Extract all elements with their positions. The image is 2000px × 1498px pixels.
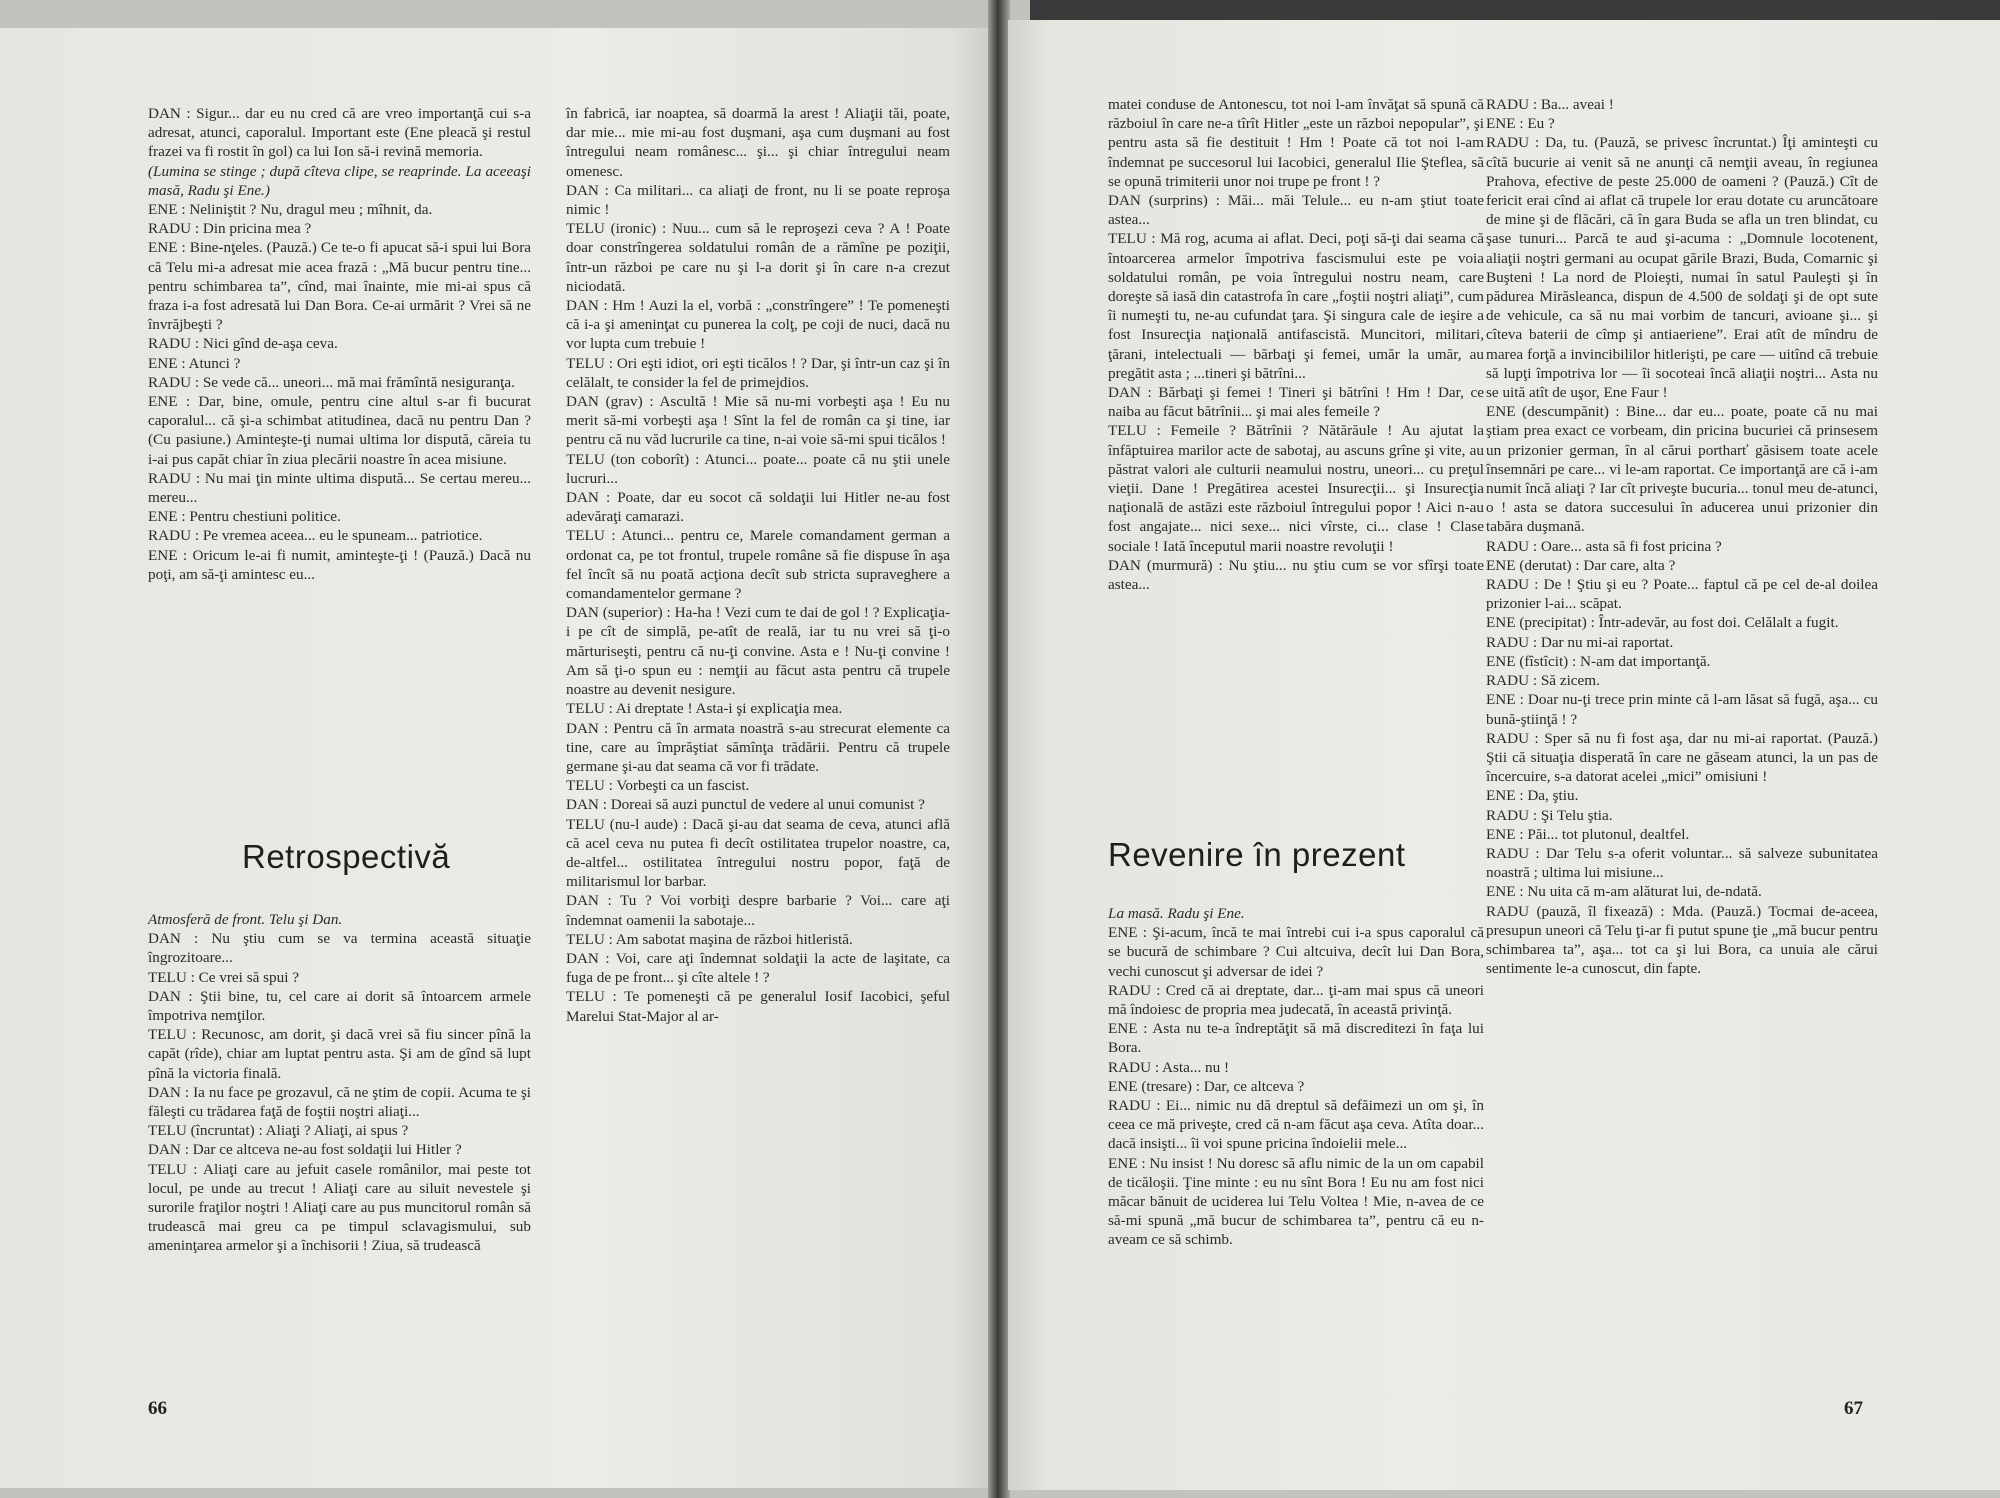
dialogue-paragraph: ENE : Neliniştit ? Nu, dragul meu ; mîhnit, da. [148, 201, 433, 219]
dialogue-paragraph: ENE : Nu insist ! Nu doresc să aflu nimic de la un om capabil de ticăloşii. Ţine minte : eu nu sînt Bora ! Eu nu am fost nici măcar bănuit de uciderea lui Telu Voltea ! Mie, n-avea de ce să-mi spună „mă bucur de schimbarea ta”, pentru că eu n-aveam ce să schimb. [1108, 1154, 1484, 1249]
dialogue-paragraph: TELU : Vorbeşti ca un fascist. [566, 777, 750, 795]
dialogue-paragraph: TELU : Am sabotat maşina de război hitleristă. [566, 930, 853, 948]
dialogue-paragraph: DAN : Poate, dar eu socot că soldaţii lui Hitler ne-au fost adevăraţi camarazi. [566, 489, 950, 526]
dialogue-paragraph: TELU : Mă rog, acuma ai aflat. Deci, poţi să-ţi dai seama că întoarcerea armelor împotriva fascismului este pe voia soldatului român, pe voia întregului nostru neam, care doreşte să iasă din catastrofa în care „foştii noştri aliaţi”, cum îi numeşti tu, ne-au cufundat ţara. Şi singura cale de ieşire a fost Insurecţia naţională antifascistă. Muncitori, militari, ţărani, intelectuali — bărbaţi şi femei, umăr la umăr, au pregătit asta ; ...tineri şi bătrîni... [1108, 230, 1484, 382]
dialogue-paragraph: DAN : Sigur... dar eu nu cred că are vreo importanţă cui s-a adresat, atunci, caporalul. Important este (Ene pleacă şi restul frazei va fi rostit în gol) ca lui Ion să-i revină memoria. [148, 105, 531, 161]
dialogue-paragraph: DAN : Bărbaţi şi femei ! Tineri şi bătrîni ! Hm ! Dar, ce naiba au făcut bătrînii... şi mai ales femeile ? [1108, 384, 1484, 421]
dialogue-paragraph: RADU : Da, tu. (Pauză, se privesc încruntat.) Îţi aminteşti cu cîtă bucurie ai venit să ne anunţi că nemţii aveau, în regiunea Prahova, efective de peste 25.000 de oameni ? (Pauză.) Cît de fericit erai cînd ai aflat că trupele lor erau dotate cu aruncătoare de mine şi de flăcări, că în gara Buda se afla un tren blindat, cu şase tunuri... Parcă te aud şi-acuma : „Domnule locotenent, aliaţii noştri germani au ocupat gările Brazi, Buda, Comarnic şi Buşteni ! La nord de Ploieşti, numai în satul Pauleşti şi în pădurea Mirăsleanca, dispun de 4.500 de soldaţi şi de opt sute de vehicule, ca să nu mai vorbim de tancuri, avioane şi... şi cîteva baterii de cîmp şi antiaeriene”. Erai atît de mîndru de marea forţă a invincibililor hitlerişti, pe care — uitînd că trebuie să lupţi împotriva lor — îi socoteai încă aliaţii noştri... Asta nu se uită atît de uşor, Ene Faur ! [1486, 134, 1878, 402]
dialogue-paragraph: TELU : Femeile ? Bătrînii ? Nătărăule ! Au ajutat la înfăptuirea marilor acte de sabotaj, au ascuns grîne şi vite, au păstrat valori ale culturii neamului nostru, uneori... cu preţul vieţii. Dane ! Pregătirea acestei Insurecţii... şi Insurecţia naţională de astăzi este războiul întregului popor ! Aici n-au fost angajate... nici sexe... nici vîrste, ci... clase ! Clase sociale ! Iată începutul marii noastre revoluţii ! [1108, 422, 1484, 555]
dialogue-paragraph: TELU : Aliaţi care au jefuit casele românilor, mai peste tot locul, pe unde au trecut ! Aliaţi care au siluit nevestele şi surorile fraţilor noştri ! Aliaţi care au pus muncitorul român să trudească mai greu ca pe timpul sclavagismului, sub ameninţarea armelor şi a închisorii ! Ziua, să trudească [148, 1160, 531, 1255]
dialogue-paragraph: ENE : Asta nu te-a îndreptăţit să mă discreditezi în faţa lui Bora. [1108, 1020, 1484, 1057]
dialogue-paragraph: ENE : Da, ştiu. [1486, 787, 1579, 805]
dialogue-paragraph: ENE (tresare) : Dar, ce altceva ? [1108, 1077, 1305, 1095]
dialogue-paragraph: DAN : Tu ? Voi vorbiţi despre barbarie ? Voi... care aţi îndemnat oamenii la sabotaje... [566, 892, 950, 929]
dialogue-paragraph: RADU : Pe vremea aceea... eu le spuneam... patriotice. [148, 527, 483, 545]
dialogue-paragraph: RADU : Şi Telu ştia. [1486, 806, 1613, 824]
dialogue-paragraph: ENE : Oricum le-ai fi numit, aminteşte-ţi ! (Pauză.) Dacă nu poţi, am să-ţi amintesc eu... [148, 546, 531, 583]
dialogue-paragraph: DAN (surprins) : Măi... măi Telule... eu n-am ştiut toate astea... [1108, 192, 1484, 229]
dialogue-paragraph: La masă. Radu şi Ene. [1108, 905, 1245, 922]
dialogue-paragraph: ENE (fîstîcit) : N-am dat importanţă. [1486, 652, 1711, 670]
dialogue-paragraph: TELU : Ce vrei să spui ? [148, 968, 299, 986]
dialogue-paragraph: TELU : Ori eşti idiot, ori eşti ticălos ! ? Dar, şi într-un caz şi în celălalt, te consider la fel de primejdios. [566, 354, 950, 391]
page-number-left: 66 [148, 1398, 167, 1419]
dialogue-paragraph: TELU (ton coborît) : Atunci... poate... poate că nu ştii unele lucruri... [566, 450, 950, 487]
dialogue-paragraph: RADU : Sper să nu fi fost aşa, dar nu mi-ai raportat. (Pauză.) Ştii că situaţia disperată în care ne găseam atunci, la un pas de încercuire, s-a datorat acelei „mici” omisiuni ! [1486, 729, 1878, 786]
dialogue-paragraph: DAN : Hm ! Auzi la el, vorbă : „constrîngere” ! Te pomeneşti că i-a şi ameninţat cu punerea la colţ, pe coji de nuci, dacă nu vor lupta cum trebuie ! [566, 297, 950, 353]
dialogue-paragraph: (Lumina se stinge ; după cîteva clipe, se reaprinde. La aceeaşi masă, Radu şi Ene.) [148, 162, 531, 199]
left-column-1-bottom [148, 910, 531, 1256]
dialogue-paragraph: ENE : Doar nu-ţi trece prin minte că l-am lăsat să fugă, aşa... cu bună-ştiinţă ! ? [1486, 691, 1878, 728]
dialogue-paragraph: ENE : Atunci ? [148, 354, 241, 372]
dialogue-paragraph: ENE : Dar, bine, omule, pentru cine altul s-ar fi bucurat caporalul... că şi-a schimbat atitudinea, dacă nu pentru Dan ? (Cu pasiune.) Aminteşte-ţi numai ultima lor dispută, căreia tu i-ai pus capăt chiar în ziua plecării noastre în acea misiune. [148, 393, 531, 468]
left-column-1-top [148, 104, 531, 584]
dialogue-paragraph: ENE : Şi-acum, încă te mai întrebi cui i-a spus caporalul că se bucură de schimbare ? Cui altcuiva, decît lui Dan Bora, vechi cunoscut şi adversar de idei ? [1108, 924, 1484, 980]
right-column-3-bottom [1108, 904, 1484, 1250]
dialogue-paragraph: DAN : Voi, care aţi îndemnat soldaţii la acte de laşitate, ca fuga de pe front... şi cîte altele ! ? [566, 949, 950, 987]
dialogue-paragraph: ENE (precipitat) : Într-adevăr, au fost doi. Celălalt a fugit. [1486, 614, 1839, 632]
dialogue-paragraph: TELU : Ai dreptate ! Asta-i şi explicaţia mea. [566, 700, 843, 718]
dialogue-paragraph: DAN : Ştii bine, tu, cel care ai dorit să întoarcem armele împotriva nemţilor. [148, 987, 531, 1025]
dialogue-paragraph: ENE (derutat) : Dar care, alta ? [1486, 556, 1676, 574]
dialogue-paragraph: RADU : Ei... nimic nu dă dreptul să defăimezi un om şi, în ceea ce mă priveşte, cred că n-am făcut aşa ceva. Atîta doar... dacă insişti... îi voi spune pricina îndoielii mele... [1108, 1097, 1484, 1153]
dialogue-paragraph: RADU : Nici gînd de-aşa ceva. [148, 335, 338, 353]
heading-retrospectiva: Retrospectivă [242, 838, 451, 875]
dialogue-paragraph: RADU : Se vede că... uneori... mă mai frămîntă nesiguranţa. [148, 373, 515, 391]
dialogue-paragraph: DAN : Ca militari... ca aliaţi de front, nu li se poate reproşa nimic ! [566, 181, 950, 219]
dialogue-paragraph: TELU (încruntat) : Aliaţi ? Aliaţi, ai spus ? [148, 1122, 409, 1140]
page-number-right: 67 [1844, 1398, 1863, 1419]
dialogue-paragraph: RADU : Să zicem. [1486, 672, 1600, 690]
dialogue-paragraph: DAN : Ia nu face pe grozavul, că ne ştim de copii. Acuma te şi făleşti cu trădarea faţă de foştii noştri aliaţi... [148, 1083, 531, 1121]
dialogue-paragraph: RADU : Cred că ai dreptate, dar... ţi-am mai spus că uneori mă îndoiesc de propria mea judecată, în această privinţă. [1108, 981, 1484, 1019]
dialogue-paragraph: TELU : Te pomeneşti că pe generalul Iosif Iacobici, şeful Marelui Stat-Major al ar- [566, 988, 950, 1025]
dialogue-paragraph: RADU : Oare... asta să fi fost pricina ? [1486, 537, 1722, 555]
dialogue-paragraph: ENE : Nu uita că m-am alăturat lui, de-ndată. [1486, 883, 1762, 901]
right-column-4 [1486, 95, 1878, 978]
right-page [1008, 20, 2000, 1490]
dialogue-paragraph: RADU : Din pricina mea ? [148, 220, 312, 238]
dialogue-paragraph: TELU (nu-l aude) : Dacă şi-au dat seama de ceva, atunci află că acel ceva nu putea fi decît ostilitatea trupelor noastre, ca, de-altfel... ostilitatea întregului nostru popor, faţă de militarismul lor barbar. [566, 815, 950, 891]
book-gutter [988, 0, 1010, 1498]
top-dark-band [1030, 0, 2000, 22]
dialogue-paragraph: ENE : Eu ? [1486, 115, 1555, 133]
left-page [0, 28, 990, 1488]
dialogue-paragraph: ENE : Pentru chestiuni politice. [148, 508, 341, 526]
dialogue-paragraph: DAN : Doreai să auzi punctul de vedere al unui comunist ? [566, 796, 925, 814]
dialogue-paragraph: TELU (ironic) : Nuu... cum să le reproşezi ceva ? A ! Poate doar constrîngerea soldatului român de a rămîne pe poziţii, într-un război pe care nu şi l-a dorit şi în care n-a crezut niciodată. [566, 220, 950, 295]
dialogue-paragraph: ENE (descumpănit) : Bine... dar eu... poate, poate că nu mai ştiam prea exact ce vorbeam, din pricina bucuriei că prinsesem un prizonier german, în al cărui portharť găsisem toate acele însemnări pe care... vi le-am raportat. Ce importanţă are că i-am numit încă aliaţi ? Iar cît priveşte bucuria... tonul meu de-atunci, o ! asta se datora succesului în aducerea unui prizonier din tabăra duşmană. [1486, 403, 1878, 536]
dialogue-paragraph: DAN : Pentru că în armata noastră s-au strecurat elemente ca tine, care au împrăştiat sămînţa trădării. Pentru că trupele germane şi-au dat seama că vor fi trădate. [566, 719, 950, 775]
dialogue-paragraph: matei conduse de Antonescu, tot noi l-am învăţat să spună că războiul în care ne-a tîrît Hitler „este un război nepopular”, şi pentru asta să fie destituit ! Hm ! Poate că tot noi l-am îndemnat pe succesorul lui Iacobici, generalul Ilie Şteflea, să se opună trimiterii unor noi trupe pe front ! ? [1108, 96, 1484, 190]
dialogue-paragraph: în fabrică, iar noaptea, să doarmă la arest ! Aliaţii tăi, poate, dar mie... mie mi-au fost duşmani, aşa cum duşmani au fost întregului neam românesc... şi... şi chiar întregului neam omenesc. [566, 105, 950, 180]
dialogue-paragraph: DAN (grav) : Ascultă ! Mie să nu-mi vorbeşti aşa ! Eu nu merit să-mi vorbeşti aşa ! Sînt la fel de român ca şi tine, iar pentru că nu văd lucrurile ca tine, n-ai voie să-mi spui ticălos ! [566, 393, 950, 449]
dialogue-paragraph: TELU : Recunosc, am dorit, şi dacă vrei să fiu sincer pînă la capăt (rîde), chiar am luptat pentru asta. Şi am de gînd să lupt pînă la victoria finală. [148, 1026, 531, 1082]
left-column-2 [566, 104, 950, 1026]
heading-revenire-in-prezent: Revenire în prezent [1108, 836, 1406, 873]
dialogue-paragraph: Atmosferă de front. Telu şi Dan. [148, 911, 343, 928]
dialogue-paragraph: TELU : Atunci... pentru ce, Marele comandament german a ordonat ca, pe tot frontul, trupele române să fie dispuse în aşa fel încît să nu poată acţiona decît sub stricta supraveghere a comandamentelor germane ? [566, 527, 950, 603]
dialogue-paragraph: DAN : Nu ştiu cum se va termina această situaţie îngrozitoare... [148, 930, 531, 967]
right-column-3-top [1108, 95, 1484, 594]
dialogue-paragraph: DAN (murmură) : Nu ştiu... nu ştiu cum se vor sfîrşi toate astea... [1108, 556, 1484, 594]
dialogue-paragraph: RADU (pauză, îl fixează) : Mda. (Pauză.) Tocmai de-aceea, presupun uneori că Telu ţi-ar fi putut spune ţie „mă bucur pentru schimbarea ta”, aşa... tot ca şi lui Bora, ca unuia ale cărui sentimente le-a cunoscut, din fapte. [1486, 902, 1878, 978]
dialogue-paragraph: RADU : Asta... nu ! [1108, 1058, 1230, 1076]
dialogue-paragraph: RADU : Dar nu mi-ai raportat. [1486, 633, 1674, 651]
dialogue-paragraph: RADU : De ! Ştiu şi eu ? Poate... faptul că pe cel de-al doilea prizonier l-ai... scăpat. [1486, 576, 1878, 613]
dialogue-paragraph: RADU : Ba... aveai ! [1486, 96, 1614, 113]
dialogue-paragraph: RADU : Dar Telu s-a oferit voluntar... să salveze subunitatea noastră ; ultima lui misiune... [1486, 844, 1878, 882]
dialogue-paragraph: ENE : Bine-nţeles. (Pauză.) Ce te-o fi apucat să-i spui lui Bora că Telu mi-a adresat mie acea frază : „Mă bucur pentru tine... pentru schimbarea ta”, cînd, mai înainte, mie mi-ai spus că fraza i-a fost adresată lui Dan Bora. Ce-ai urmărit ? Vrei să ne învrăjbeşti ? [148, 239, 531, 334]
dialogue-paragraph: DAN (superior) : Ha-ha ! Vezi cum te dai de gol ! ? Explicaţia-i pe cît de simplă, pe-atît de reală, iar tu nu vrei să ţi-o mărturiseşti, pentru că nu-ţi convine. Asta e ! Nu-ţi convine ! Am să ţi-o spun eu : nemţii au făcut asta pentru că trupele noastre au devenit nesigure. [566, 604, 950, 699]
dialogue-paragraph: DAN : Dar ce altceva ne-au fost soldaţii lui Hitler ? [148, 1141, 462, 1159]
dialogue-paragraph: ENE : Păi... tot plutonul, dealtfel. [1486, 825, 1690, 843]
dialogue-paragraph: RADU : Nu mai ţin minte ultima dispută... Se certau mereu... mereu... [148, 469, 531, 507]
